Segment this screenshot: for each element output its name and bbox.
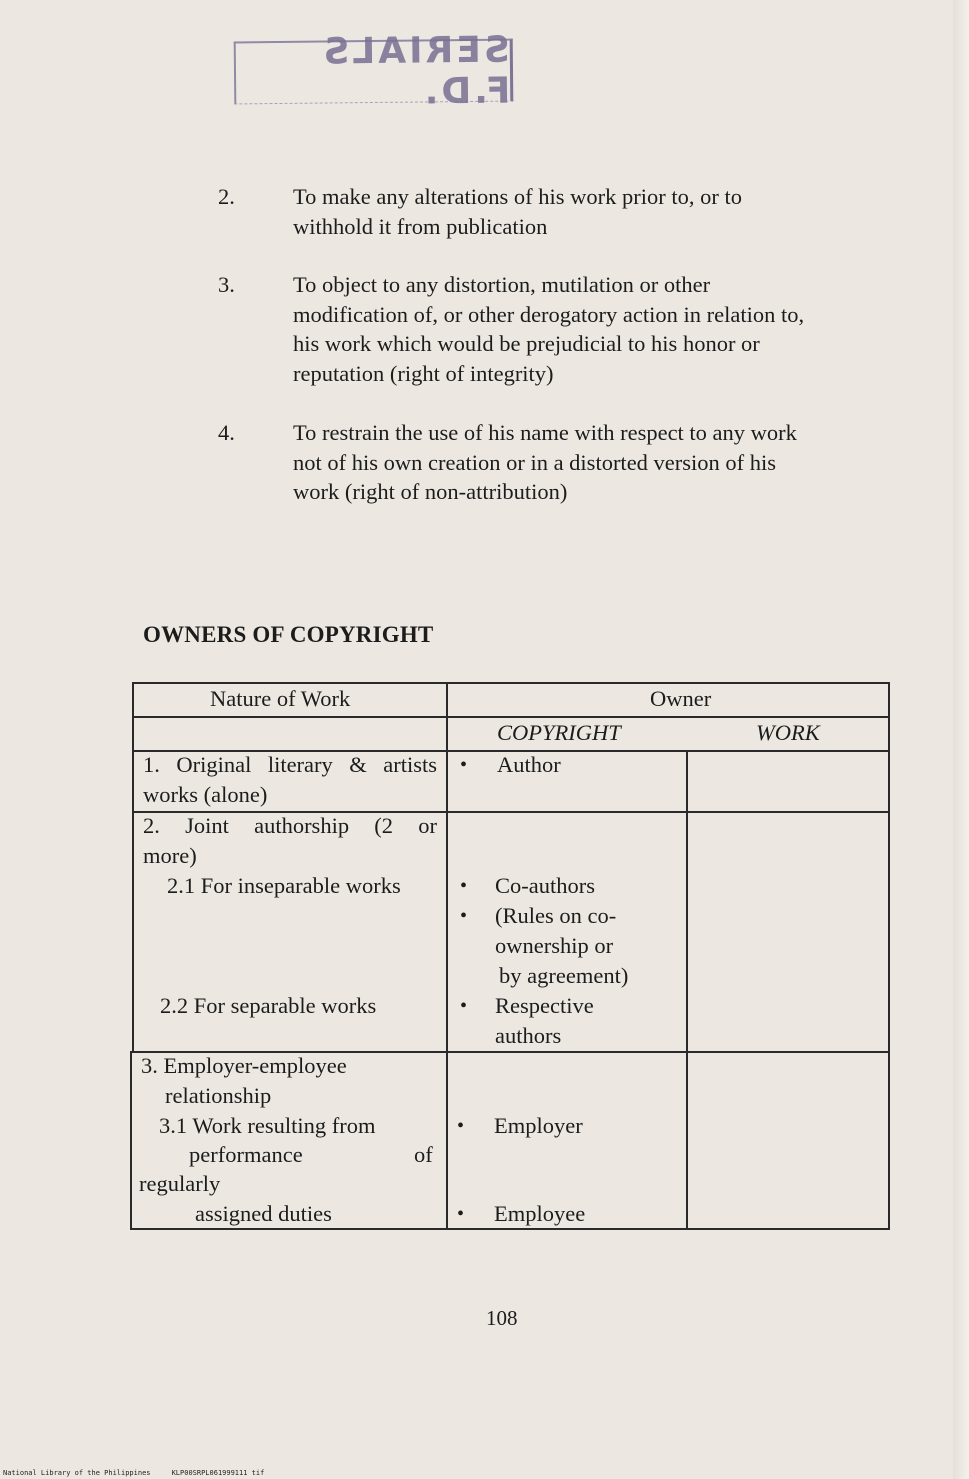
stamp-text: SERIALS F.D. [320,29,511,113]
item-line: To restrain the use of his name with respect to any work [293,420,797,445]
table-column-divider [686,750,688,1230]
row2-sub2-owner: Respective [495,993,594,1018]
item-number: 2. [218,184,235,209]
item-line: To object to any distortion, mutilation or other [293,272,711,297]
row3-sub1-line: regularly [139,1171,221,1196]
row3-sub1-line: performance [189,1142,303,1167]
owners-table [130,682,890,1230]
item-line: modification of, or other derogatory action in relation to, [293,301,805,327]
bullet: • [460,905,468,927]
bullet: • [457,1115,465,1137]
item-line: withhold it from publication [293,213,548,239]
item-number: 3. [218,272,235,297]
table-border-right [888,682,890,1230]
header-nature-of-work: Nature of Work [210,686,351,711]
table-border-left [132,682,134,1052]
row3-sub1-line: of [414,1142,433,1167]
bullet: • [460,995,468,1017]
bullet: • [457,1203,465,1225]
row3-owner-employer: Employer [494,1113,583,1138]
item-line: To make any alterations of his work prior to, or to [293,184,742,209]
row1-nature-line: 1. Original literary & artists [143,752,437,777]
table-column-divider [446,682,448,1230]
row3-nature-line: 3. Employer-employee [141,1053,347,1078]
section-heading: OWNERS OF COPYRIGHT [143,622,434,647]
item-line: reputation (right of integrity) [293,360,554,386]
header-owner: Owner [650,686,712,711]
row2-sub1-note: by agreement) [499,963,629,988]
bullet: • [460,754,468,776]
scan-footer [3,1469,264,1477]
row2-sub2: 2.2 For separable works [160,993,377,1018]
serials-stamp [234,29,514,113]
row2-sub2-owner: authors [495,1023,562,1048]
page-edge [953,0,969,1479]
footer-file: KLP00SRPL061999111 tif [171,1469,265,1477]
item-number: 4. [218,420,235,445]
page-number: 108 [486,1306,518,1330]
row1-owner: Author [497,752,561,777]
row2-sub1: 2.1 For inseparable works [167,873,401,898]
row2-nature-line: more) [143,843,197,868]
row1-nature-line: works (alone) [143,782,268,807]
row2-sub1-owner: Co-authors [495,873,595,898]
row2-nature-line: 2. Joint authorship (2 or [143,813,437,838]
item-line: his work which would be prejudicial to his honor or [293,331,760,356]
footer-library: National Library of the Philippines [3,1469,151,1477]
row2-sub1-note: (Rules on co- [495,903,617,928]
header-copyright: COPYRIGHT [497,720,621,745]
row3-sub1-line: assigned duties [195,1201,332,1226]
row3-sub1-line: 3.1 Work resulting from [159,1113,376,1138]
row2-sub1-note: ownership or [495,933,614,958]
bullet: • [460,875,468,897]
item-line: not of his own creation or in a distorted version of his [293,449,777,475]
table-border-left [130,1051,132,1230]
row3-nature-line: relationship [165,1083,272,1108]
row3-owner-employee: Employee [494,1201,586,1226]
header-work: WORK [756,720,820,745]
item-line: work (right of non-attribution) [293,479,568,504]
